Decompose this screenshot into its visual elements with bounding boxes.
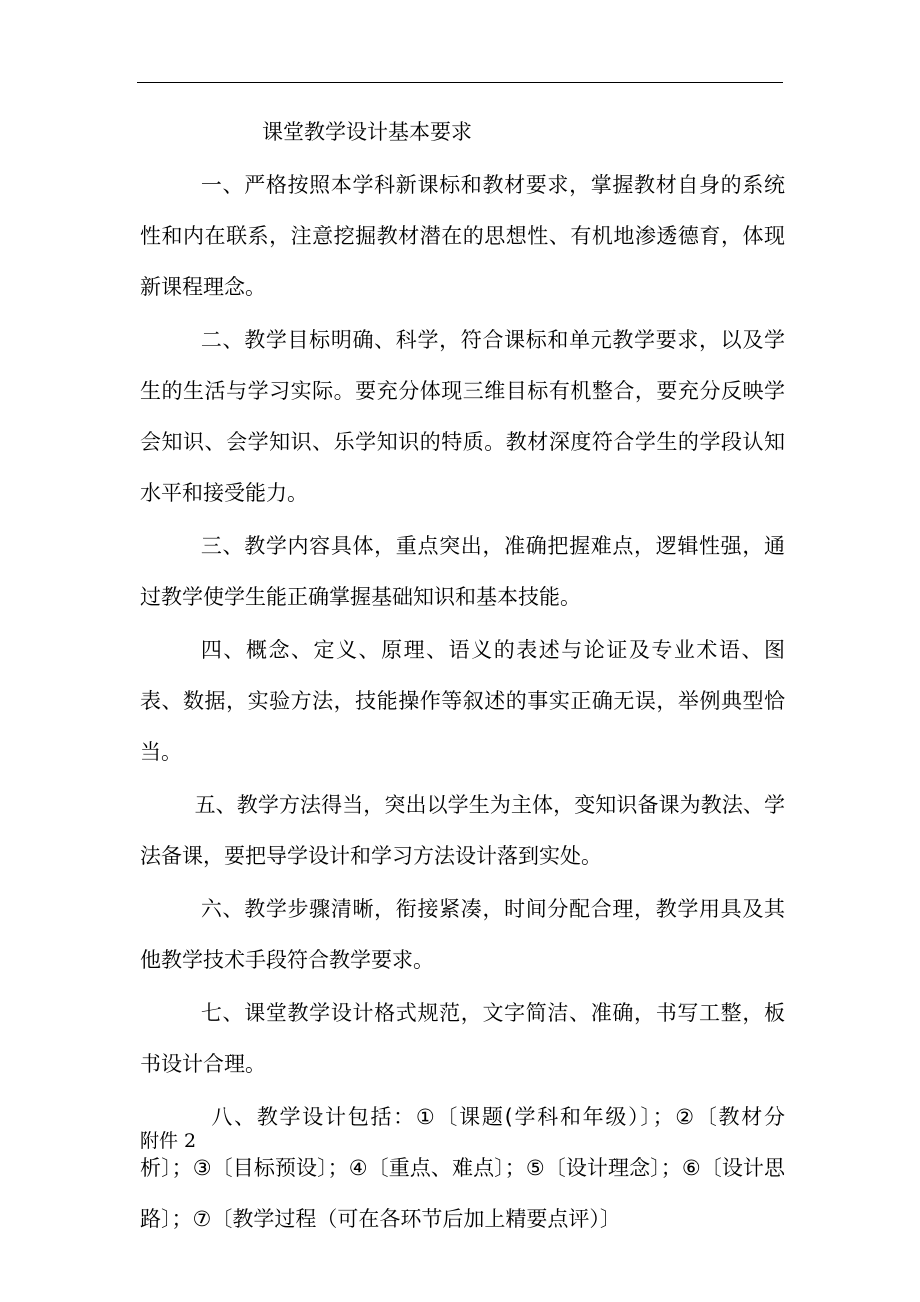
attachment-label: 附件 2 bbox=[140, 1130, 197, 1152]
paragraph-3: 三、教学内容具体，重点突出，准确把握难点，逻辑性强，通过教学使学生能正确掌握基础知识和基本技能。 bbox=[140, 534, 785, 609]
paragraph-6: 六、教学步骤清晰，衔接紧凑，时间分配合理，教学用具及其他教学技术手段符合教学要求。 bbox=[140, 897, 785, 972]
document-title: 课堂教学设计基本要求 bbox=[262, 120, 472, 144]
paragraph-2: 二、教学目标明确、科学，符合课标和单元教学要求，以及学生的生活与学习实际。要充分体现三维目标有机整合，要充分反映学会知识、会学知识、乐学知识的特质。教材深度符合学生的学段认知水平和接受能力。 bbox=[140, 328, 785, 505]
paragraph-8: 八、教学设计包括：①〔课题(学科和年级）〕；②〔教材分析〕；③〔目标预设〕；④〔重点、难点〕；⑤〔设计理念〕；⑥〔设计思路〕；⑦〔教学过程（可在各环节后加上精要点评）〕 bbox=[140, 1105, 785, 1231]
paragraph-5: 五、教学方法得当，突出以学生为主体，变知识备课为教法、学法备课，要把导学设计和学习方法设计落到实处。 bbox=[140, 793, 785, 868]
document-body bbox=[140, 160, 785, 1245]
paragraph-7: 七、课堂教学设计格式规范，文字简洁、准确，书写工整，板书设计合理。 bbox=[140, 1001, 785, 1076]
header-rule bbox=[137, 82, 783, 83]
paragraph-4: 四、概念、定义、原理、语义的表述与论证及专业术语、图表、数据，实验方法，技能操作等叙述的事实正确无误，举例典型恰当。 bbox=[140, 638, 785, 764]
paragraph-1: 一、严格按照本学科新课标和教材要求，掌握教材自身的系统性和内在联系，注意挖掘教材潜在的思想性、有机地渗透德育，体现新课程理念。 bbox=[140, 173, 785, 299]
